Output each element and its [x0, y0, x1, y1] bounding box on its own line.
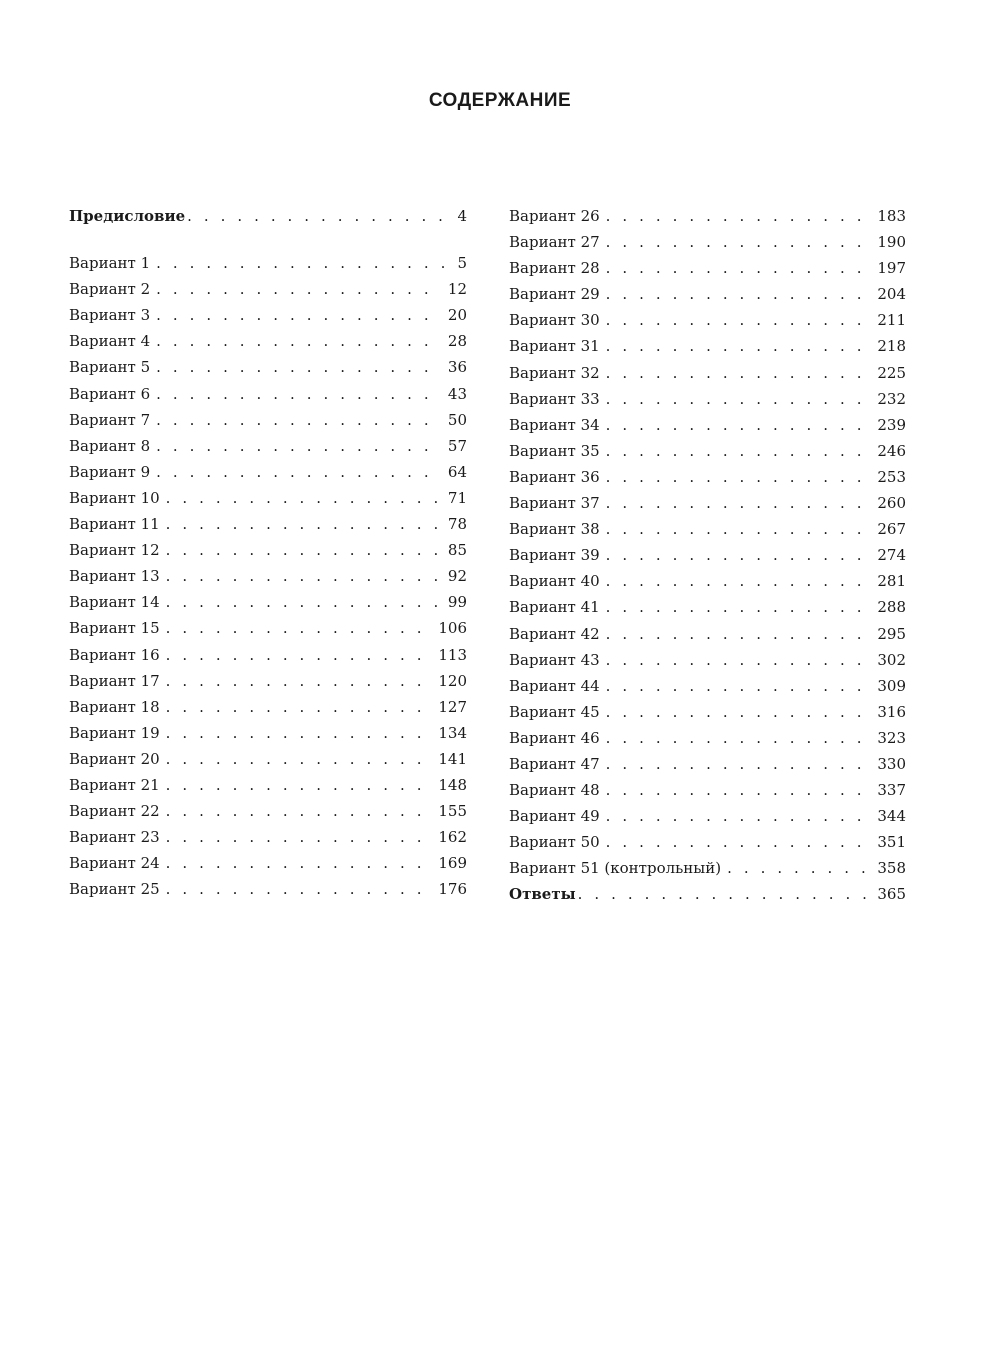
dot-leader — [166, 876, 433, 902]
toc-entry — [69, 250, 467, 276]
toc-entry — [509, 647, 906, 673]
toc-entry — [69, 642, 467, 668]
toc-entry — [509, 229, 906, 255]
toc-entry — [509, 281, 906, 307]
toc-entry-page-number: 218 — [877, 337, 906, 356]
toc-entry-label: Вариант 48 — [509, 781, 600, 800]
toc-entry — [509, 725, 906, 751]
toc-entry — [509, 829, 906, 855]
toc-entry-label: Вариант 6 — [69, 384, 151, 403]
toc-entry-label: Вариант 25 — [69, 880, 160, 899]
toc-entry — [69, 302, 467, 328]
toc-entry-page-number: 337 — [877, 781, 906, 800]
toc-entry-page-number: 43 — [447, 384, 467, 403]
toc-entry — [509, 412, 906, 438]
dot-leader — [166, 537, 442, 563]
dot-leader — [606, 333, 872, 359]
toc-entry-label: Вариант 37 — [509, 494, 600, 513]
toc-entry-label: Вариант 12 — [69, 541, 160, 560]
toc-entry-page-number: 78 — [447, 515, 467, 534]
dot-leader — [606, 542, 872, 568]
toc-entry-label: Вариант 17 — [69, 671, 160, 690]
toc-entry-page-number: 295 — [877, 624, 906, 643]
toc-entry — [69, 485, 467, 511]
toc-entry-label: Вариант 29 — [509, 285, 600, 304]
dot-leader — [606, 621, 872, 647]
toc-left-column — [69, 203, 467, 902]
page-title: СОДЕРЖАНИЕ — [428, 90, 572, 111]
toc-entry-page-number: 99 — [447, 593, 467, 612]
toc-entry-label: Вариант 32 — [509, 363, 600, 382]
toc-entry — [69, 354, 467, 380]
toc-entry-label: Вариант 5 — [69, 358, 151, 377]
dot-leader — [166, 850, 433, 876]
toc-entry-page-number: 113 — [438, 645, 467, 664]
toc-entry-page-number: 274 — [877, 546, 906, 565]
dot-leader — [606, 673, 872, 699]
toc-entry-label: Вариант 20 — [69, 749, 160, 768]
toc-entry-label: Вариант 35 — [509, 441, 600, 460]
toc-entry-label: Вариант 4 — [69, 332, 151, 351]
toc-entry-label: Вариант 11 — [69, 515, 160, 534]
toc-entry-page-number: 330 — [877, 754, 906, 773]
toc-entry — [69, 772, 467, 798]
toc-entry-page-number: 323 — [877, 728, 906, 747]
toc-entry — [509, 203, 906, 229]
toc-entry-page-number: 20 — [447, 306, 467, 325]
toc-entry — [69, 824, 467, 850]
dot-leader — [606, 568, 872, 594]
toc-entry-label: Вариант 31 — [509, 337, 600, 356]
dot-leader — [606, 438, 872, 464]
toc-entry — [69, 511, 467, 537]
toc-entry — [69, 668, 467, 694]
toc-entry-page-number: 141 — [438, 749, 467, 768]
toc-entry-page-number: 211 — [877, 311, 906, 330]
toc-entry-label: Вариант 38 — [509, 520, 600, 539]
toc-entry-label: Вариант 33 — [509, 389, 600, 408]
toc-entry-label: Предисловие — [69, 207, 186, 225]
toc-entry-page-number: 267 — [877, 520, 906, 539]
toc-entry-page-number: 36 — [447, 358, 467, 377]
toc-entry-label: Вариант 27 — [509, 233, 600, 252]
toc-entry-page-number: 344 — [877, 807, 906, 826]
toc-entry — [509, 568, 906, 594]
toc-entry — [509, 333, 906, 359]
toc-entry-page-number: 162 — [438, 828, 467, 847]
toc-entry — [509, 881, 906, 907]
dot-leader — [166, 642, 433, 668]
toc-entry-label: Вариант 26 — [509, 207, 600, 225]
dot-leader — [606, 777, 872, 803]
toc-entry-label: Вариант 23 — [69, 828, 160, 847]
toc-entry-label: Вариант 46 — [509, 728, 600, 747]
toc-entry — [509, 621, 906, 647]
toc-entry-page-number: 246 — [877, 441, 906, 460]
dot-leader — [606, 360, 872, 386]
toc-entry — [509, 594, 906, 620]
toc-entry-page-number: 71 — [447, 488, 467, 507]
toc-entry-label: Вариант 30 — [509, 311, 600, 330]
dot-leader — [166, 772, 433, 798]
toc-entry-label: Вариант 16 — [69, 645, 160, 664]
dot-leader — [156, 328, 442, 354]
toc-entry-page-number: 309 — [877, 676, 906, 695]
dot-leader — [606, 203, 872, 229]
toc-entry-label: Вариант 50 — [509, 833, 600, 852]
toc-entry-page-number: 232 — [877, 389, 906, 408]
dot-leader — [606, 281, 872, 307]
toc-entry-label: Вариант 1 — [69, 254, 151, 273]
toc-entry-label: Вариант 2 — [69, 280, 151, 299]
dot-leader — [166, 589, 442, 615]
dot-leader — [156, 407, 442, 433]
toc-entry-label: Вариант 36 — [509, 467, 600, 486]
toc-entry-page-number: 148 — [438, 775, 467, 794]
dot-leader — [606, 229, 872, 255]
toc-entry — [509, 516, 906, 542]
toc-entry — [69, 459, 467, 485]
dot-leader — [606, 255, 872, 281]
toc-entry-label: Вариант 9 — [69, 462, 151, 481]
toc-entry-page-number: 12 — [447, 280, 467, 299]
toc-entry — [69, 381, 467, 407]
toc-entry — [69, 589, 467, 615]
toc-entry-page-number: 316 — [877, 702, 906, 721]
toc-entry — [509, 699, 906, 725]
toc-entry-page-number: 351 — [877, 833, 906, 852]
dot-leader — [156, 302, 442, 328]
toc-entry-label: Вариант 45 — [509, 702, 600, 721]
toc-entry — [509, 751, 906, 777]
dot-leader — [187, 203, 451, 229]
dot-leader — [166, 746, 433, 772]
dot-leader — [156, 381, 442, 407]
toc-entry-page-number: 4 — [457, 207, 467, 225]
dot-leader — [606, 490, 872, 516]
dot-leader — [166, 720, 433, 746]
toc-entry-page-number: 5 — [457, 254, 467, 273]
dot-leader — [727, 855, 871, 881]
toc-entry-page-number: 288 — [877, 598, 906, 617]
toc-entry-label: Ответы — [509, 885, 576, 904]
toc-entry-label: Вариант 7 — [69, 410, 151, 429]
toc-entry-label: Вариант 18 — [69, 697, 160, 716]
toc-entry-page-number: 358 — [877, 859, 906, 878]
toc-entry — [69, 798, 467, 824]
toc-entry — [69, 276, 467, 302]
toc-entry-label: Вариант 3 — [69, 306, 151, 325]
toc-entry — [69, 328, 467, 354]
toc-entry-page-number: 302 — [877, 650, 906, 669]
toc-entry-page-number: 50 — [447, 410, 467, 429]
dot-leader — [606, 594, 872, 620]
toc-entry-page-number: 183 — [877, 207, 906, 225]
toc-entry-label: Вариант 19 — [69, 723, 160, 742]
toc-entry — [509, 542, 906, 568]
toc-entry — [509, 255, 906, 281]
toc-entry-page-number: 85 — [447, 541, 467, 560]
toc-entry-label: Вариант 22 — [69, 802, 160, 821]
toc-entry-label: Вариант 47 — [509, 754, 600, 773]
dot-leader — [606, 516, 872, 542]
toc-entry-page-number: 106 — [438, 619, 467, 638]
toc-entry-page-number: 239 — [877, 415, 906, 434]
dot-leader — [606, 751, 872, 777]
toc-entry-page-number: 197 — [877, 259, 906, 278]
toc-entry — [69, 876, 467, 902]
toc-entry-page-number: 127 — [438, 697, 467, 716]
dot-leader — [166, 485, 442, 511]
dot-leader — [578, 881, 872, 907]
toc-entry-label: Вариант 40 — [509, 572, 600, 591]
dot-leader — [606, 803, 872, 829]
toc-entry-page-number: 281 — [877, 572, 906, 591]
toc-entry-page-number: 155 — [438, 802, 467, 821]
dot-leader — [166, 824, 433, 850]
dot-leader — [156, 459, 442, 485]
dot-leader — [606, 699, 872, 725]
toc-entry — [69, 694, 467, 720]
toc-entry — [69, 433, 467, 459]
dot-leader — [166, 615, 433, 641]
toc-entry — [69, 615, 467, 641]
toc-entry-label: Вариант 43 — [509, 650, 600, 669]
toc-entry — [509, 438, 906, 464]
toc-entry — [509, 360, 906, 386]
toc-entry-page-number: 169 — [438, 854, 467, 873]
toc-entry-page-number: 64 — [447, 462, 467, 481]
dot-leader — [166, 563, 442, 589]
toc-entry — [509, 490, 906, 516]
dot-leader — [156, 276, 442, 302]
toc-entry — [69, 746, 467, 772]
toc-entry-page-number: 28 — [447, 332, 467, 351]
toc-entry-page-number: 190 — [877, 233, 906, 252]
toc-entry-label: Вариант 41 — [509, 598, 600, 617]
toc-entry-label: Вариант 49 — [509, 807, 600, 826]
toc-entry — [69, 850, 467, 876]
toc-entry-page-number: 225 — [877, 363, 906, 382]
toc-right-column — [509, 203, 906, 908]
toc-entry-page-number: 204 — [877, 285, 906, 304]
toc-entry-page-number: 92 — [447, 567, 467, 586]
dot-leader — [606, 829, 872, 855]
toc-entry — [509, 307, 906, 333]
toc-entry-label: Вариант 14 — [69, 593, 160, 612]
dot-leader — [606, 725, 872, 751]
dot-leader — [166, 694, 433, 720]
dot-leader — [606, 464, 872, 490]
toc-entry-label: Вариант 21 — [69, 775, 160, 794]
toc-entry-page-number: 57 — [447, 436, 467, 455]
dot-leader — [156, 250, 451, 276]
toc-entry-page-number: 176 — [438, 880, 467, 899]
toc-entry-page-number: 134 — [438, 723, 467, 742]
toc-entry — [509, 673, 906, 699]
toc-entry — [509, 386, 906, 412]
dot-leader — [166, 511, 442, 537]
dot-leader — [606, 412, 872, 438]
toc-entry-label: Вариант 13 — [69, 567, 160, 586]
toc-entry-label: Вариант 15 — [69, 619, 160, 638]
toc-entry-label: Вариант 34 — [509, 415, 600, 434]
toc-entry — [509, 777, 906, 803]
toc-entry-page-number: 260 — [877, 494, 906, 513]
dot-leader — [606, 307, 872, 333]
dot-leader — [606, 647, 872, 673]
toc-entry-label: Вариант 39 — [509, 546, 600, 565]
toc-entry-page-number: 120 — [438, 671, 467, 690]
toc-entry-page-number: 365 — [877, 885, 906, 904]
toc-entry-label: Вариант 8 — [69, 436, 151, 455]
toc-entry-label: Вариант 42 — [509, 624, 600, 643]
toc-entry-label: Вариант 28 — [509, 259, 600, 278]
toc-entry-label: Вариант 10 — [69, 488, 160, 507]
toc-entry — [69, 720, 467, 746]
toc-entry-label: Вариант 44 — [509, 676, 600, 695]
toc-entry — [69, 563, 467, 589]
toc-entry-label: Вариант 51 (контрольный) — [509, 859, 722, 878]
toc-entry — [69, 537, 467, 563]
toc-entry-label: Вариант 24 — [69, 854, 160, 873]
toc-entry — [509, 803, 906, 829]
toc-entry — [69, 407, 467, 433]
dot-leader — [156, 354, 442, 380]
toc-entry-page-number: 253 — [877, 467, 906, 486]
toc-entry — [509, 855, 906, 881]
dot-leader — [606, 386, 872, 412]
toc-entry — [509, 464, 906, 490]
toc-entry — [69, 203, 467, 229]
dot-leader — [166, 668, 433, 694]
dot-leader — [166, 798, 433, 824]
dot-leader — [156, 433, 442, 459]
